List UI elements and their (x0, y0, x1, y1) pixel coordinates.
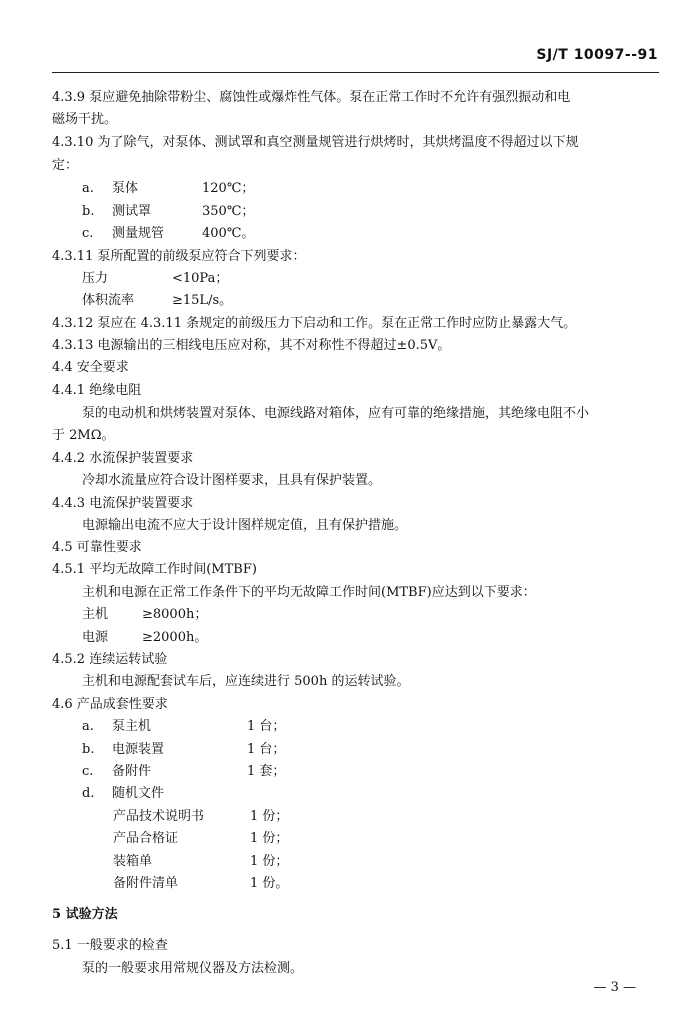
paragraph: 泵的一般要求用常规仪器及方法检测。 (82, 961, 304, 976)
list-item (113, 808, 686, 826)
list-item (113, 853, 686, 871)
section-5-1: 5.1 一般要求的检查 (52, 938, 168, 953)
item-value: ≥2000h。 (142, 630, 208, 645)
item-value: 1 台； (247, 719, 286, 734)
paragraph-cont: 于 2MΩ。 (52, 428, 115, 443)
clause-4-5-2: 4.5.2 连续运转试验 (52, 652, 168, 667)
item-value: 1 份； (250, 831, 289, 846)
item-letter: b. (82, 204, 95, 219)
item-value: 1 份。 (250, 876, 289, 891)
page-number: — 3 — (593, 980, 636, 995)
item-name: 电源装置 (112, 742, 165, 757)
list-item (82, 225, 686, 243)
item-name: 电源 (82, 630, 109, 645)
item-value: ≥8000h； (142, 607, 208, 622)
item-value: 120℃； (202, 181, 255, 196)
item-value: 350℃； (202, 204, 255, 219)
section-4-4: 4.4 安全要求 (52, 360, 129, 375)
clause-4-3-9-cont: 磁场干扰。 (52, 112, 118, 127)
paragraph: 主机和电源在正常工作条件下的平均无故障工作时间(MTBF)应达到以下要求： (82, 585, 536, 600)
item-letter: c. (82, 226, 94, 241)
item-letter: a. (82, 181, 94, 196)
item-name: 装箱单 (113, 854, 153, 869)
item-name: 备附件 (112, 764, 152, 779)
list-item (82, 718, 686, 736)
clause-4-3-9: 4.3.9 泵应避免抽除带粉尘、腐蚀性或爆炸性气体。泵在正常工作时不允许有强烈振动和电 (52, 90, 571, 105)
item-name: 泵体 (112, 181, 139, 196)
item-value: 1 份； (250, 854, 289, 869)
clause-4-4-2: 4.4.2 水流保护装置要求 (52, 451, 194, 466)
item-name: 测试罩 (112, 204, 152, 219)
item-value: <10Pa； (172, 271, 229, 286)
item-name: 体积流率 (82, 293, 135, 308)
list-item (82, 292, 686, 310)
section-4-6: 4.6 产品成套性要求 (52, 697, 168, 712)
item-name: 备附件清单 (113, 876, 179, 891)
item-value: 1 份； (250, 809, 289, 824)
item-name: 测量规管 (112, 226, 165, 241)
paragraph: 电源输出电流不应大于设计图样规定值，且有保护措施。 (82, 518, 408, 533)
clause-4-3-10-cont: 定： (52, 158, 79, 173)
clause-4-4-3: 4.4.3 电流保护装置要求 (52, 496, 194, 511)
item-letter: b. (82, 742, 95, 757)
item-name: 压力 (82, 271, 109, 286)
clause-4-3-11: 4.3.11 泵所配置的前级泵应符合下列要求： (52, 249, 306, 264)
item-value: 400℃。 (202, 226, 255, 241)
section-4-5: 4.5 可靠性要求 (52, 540, 142, 555)
clause-4-3-12: 4.3.12 泵应在 4.3.11 条规定的前级压力下启动和工作。泵在正常工作时应防止暴露大气。 (52, 316, 577, 331)
list-item (82, 606, 686, 624)
section-5-heading: 5 试验方法 (52, 907, 118, 922)
list-item (82, 763, 686, 781)
item-letter: d. (82, 786, 95, 801)
list-item (82, 180, 686, 198)
clause-4-3-10: 4.3.10 为了除气，对泵体、测试罩和真空测量规管进行烘烤时，其烘烤温度不得超过以下规 (52, 135, 579, 150)
header-rule (52, 72, 659, 73)
list-item (113, 875, 686, 893)
paragraph: 冷却水流量应符合设计图样要求，且具有保护装置。 (82, 473, 382, 488)
item-letter: c. (82, 764, 94, 779)
list-item (82, 203, 686, 221)
item-value: ≥15L/s。 (172, 293, 233, 308)
list-item (82, 741, 686, 759)
document-code-header: SJ/T 10097--91 (536, 47, 658, 63)
clause-4-5-1: 4.5.1 平均无故障工作时间(MTBF) (52, 562, 257, 577)
list-item (113, 830, 686, 848)
paragraph: 主机和电源配套试车后，应连续进行 500h 的运转试验。 (82, 674, 410, 689)
clause-4-3-13: 4.3.13 电源输出的三相线电压应对称，其不对称性不得超过±0.5V。 (52, 338, 451, 353)
list-item (82, 785, 686, 803)
item-name: 产品合格证 (113, 831, 179, 846)
item-name: 随机文件 (112, 786, 165, 801)
list-item (82, 270, 686, 288)
paragraph: 泵的电动机和烘烤装置对泵体、电源线路对箱体，应有可靠的绝缘措施，其绝缘电阻不小 (82, 406, 590, 421)
item-name: 主机 (82, 607, 109, 622)
item-name: 泵主机 (112, 719, 152, 734)
item-letter: a. (82, 719, 94, 734)
item-value: 1 台； (247, 742, 286, 757)
clause-4-4-1: 4.4.1 绝缘电阻 (52, 383, 142, 398)
item-value: 1 套； (247, 764, 286, 779)
list-item (82, 629, 686, 647)
item-name: 产品技术说明书 (113, 809, 205, 824)
